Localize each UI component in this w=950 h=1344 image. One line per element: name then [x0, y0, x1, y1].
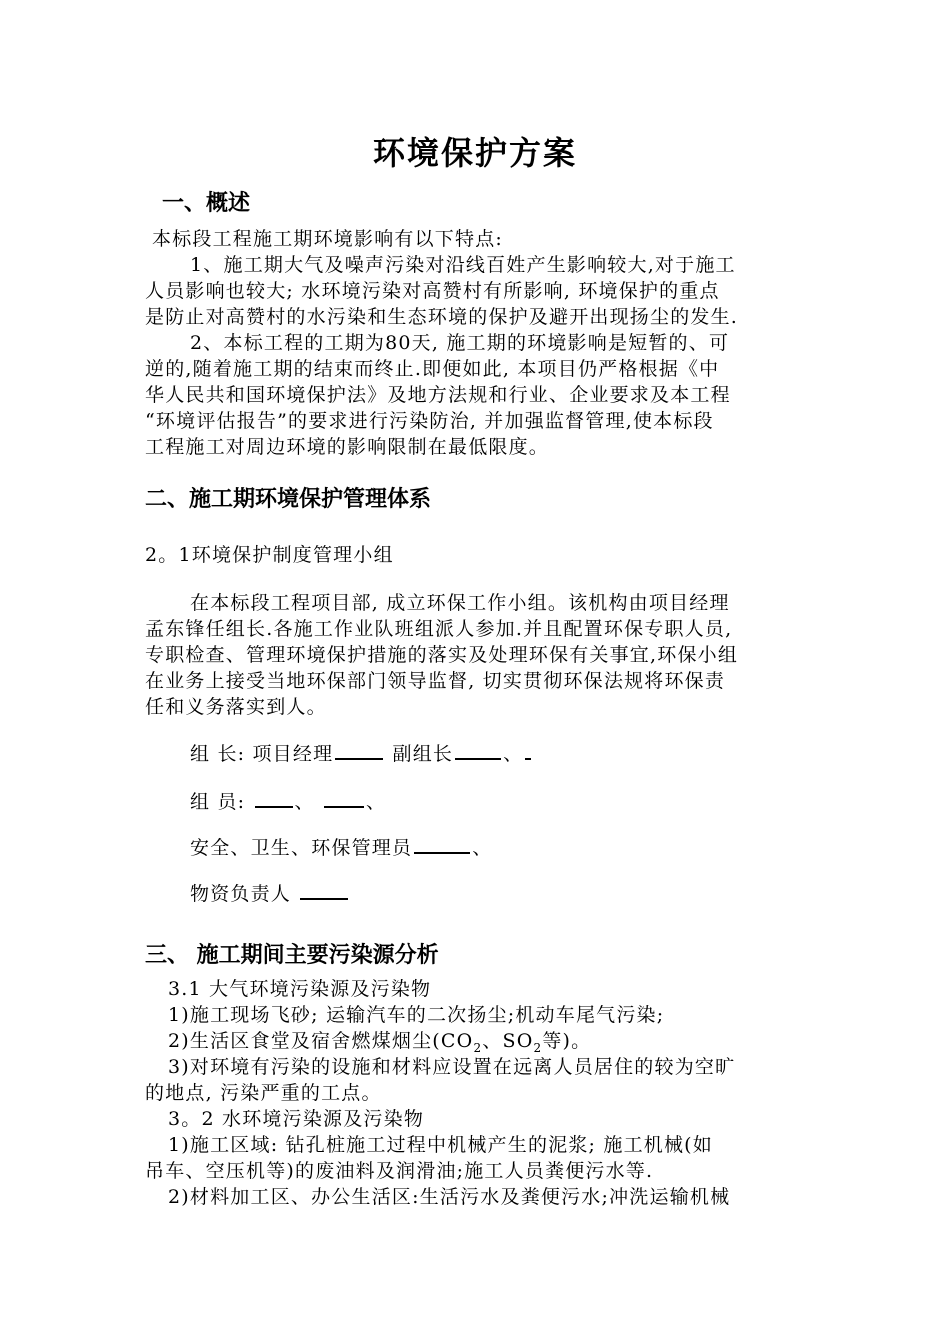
chem-co: CO — [440, 1030, 474, 1052]
line-text: 2)生活区食堂及宿舍燃煤烟尘( — [168, 1030, 441, 1052]
leader-blank — [335, 738, 383, 760]
paragraph-line: 是防止对高赞村的水污染和生态环境的保护及避开出现扬尘的发生. — [145, 306, 739, 328]
chem-subscript: 2 — [533, 1040, 543, 1055]
paragraph-line: 2)材料加工区、办公生活区:生活污水及粪便污水;冲洗运输机械 — [168, 1186, 731, 1208]
separator: 、 — [503, 743, 524, 765]
separator: 、 — [472, 837, 493, 859]
paragraph-line: 工程施工对周边环境的影响限制在最低限度。 — [145, 436, 550, 458]
chem-subscript: 2 — [473, 1040, 483, 1055]
paragraph-line: “环境评估报告”的要求进行污染防治, 并加强监督管理,使本标段 — [145, 410, 714, 432]
safety-blank — [414, 832, 470, 854]
safety-row — [190, 832, 492, 861]
paragraph-line: 1、施工期大气及噪声污染对沿线百姓产生影响较大,对于施工 — [190, 254, 736, 276]
paragraph-line: 人员影响也较大; 水环境污染对高赞村有所影响, 环境保护的重点 — [145, 280, 720, 302]
chem-so: SO — [502, 1030, 534, 1052]
page-title: 环境保护方案 — [372, 134, 577, 172]
member-blank-2 — [324, 786, 364, 808]
paragraph-line: 华人民共和国环境保护法》及地方法规和行业、企业要求及本工程 — [145, 384, 731, 406]
member-row — [190, 786, 386, 815]
paragraph-line: 孟东锋任组长.各施工作业队班组派人参加.并且配置环保专职人员, — [145, 618, 733, 640]
paragraph-line: 任和义务落实到人。 — [145, 696, 327, 718]
deputy-blank-2 — [525, 738, 531, 760]
subsection-heading: 2。1环境保护制度管理小组 — [145, 544, 394, 566]
subsection-heading: 3.1 大气环境污染源及污染物 — [168, 978, 432, 1000]
paragraph-line: 在业务上接受当地环保部门领导监督, 切实贯彻环保法规将环保责 — [145, 670, 726, 692]
subsection-heading: 3。2 水环境污染源及污染物 — [168, 1108, 425, 1130]
paragraph-line: 的地点, 污染严重的工点。 — [145, 1082, 382, 1104]
paragraph-line: 逆的,随着施工期的结束而终止.即便如此, 本项目仍严格根据《中 — [145, 358, 720, 380]
material-label: 物资负责人 — [190, 883, 292, 905]
member-label: 组 员: — [190, 791, 246, 813]
material-blank — [300, 878, 348, 900]
paragraph-line: 在本标段工程项目部, 成立环保工作小组。该机构由项目经理 — [190, 592, 730, 614]
paragraph-line: 1)施工现场飞砂; 运输汽车的二次扬尘;机动车尾气污染; — [168, 1004, 665, 1026]
line-tail: 等)。 — [542, 1030, 592, 1052]
section-3-heading: 三、 施工期间主要污染源分析 — [145, 943, 439, 968]
deputy-blank — [455, 738, 501, 760]
material-row — [190, 878, 350, 907]
deputy-label: 副组长 — [392, 743, 454, 765]
paragraph-line: 吊车、空压机等)的废油料及润滑油;施工人员粪便污水等. — [145, 1160, 654, 1182]
separator: 、 — [365, 791, 387, 813]
safety-label: 安全、卫生、环保管理员 — [190, 837, 413, 859]
section-2-heading: 二、施工期环境保护管理体系 — [145, 487, 432, 512]
paragraph-line: 2、本标工程的工期为80天, 施工期的环境影响是短暂的、可 — [190, 332, 730, 354]
leader-row — [190, 738, 533, 767]
separator: 、 — [294, 791, 315, 813]
paragraph-line: 本标段工程施工期环境影响有以下特点: — [152, 228, 504, 250]
leader-label: 组 长: 项目经理 — [190, 743, 334, 765]
section-1-heading: 一、概述 — [162, 191, 251, 216]
member-blank-1 — [255, 786, 293, 808]
separator: 、 — [482, 1030, 503, 1052]
paragraph-line: 1)施工区域: 钻孔桩施工过程中机械产生的泥浆; 施工机械(如 — [168, 1134, 713, 1156]
paragraph-line: 专职检查、管理环境保护措施的落实及处理环保有关事宜,环保小组 — [145, 644, 739, 666]
paragraph-line: 3)对环境有污染的设施和材料应设置在远离人员居住的较为空旷 — [168, 1056, 736, 1078]
